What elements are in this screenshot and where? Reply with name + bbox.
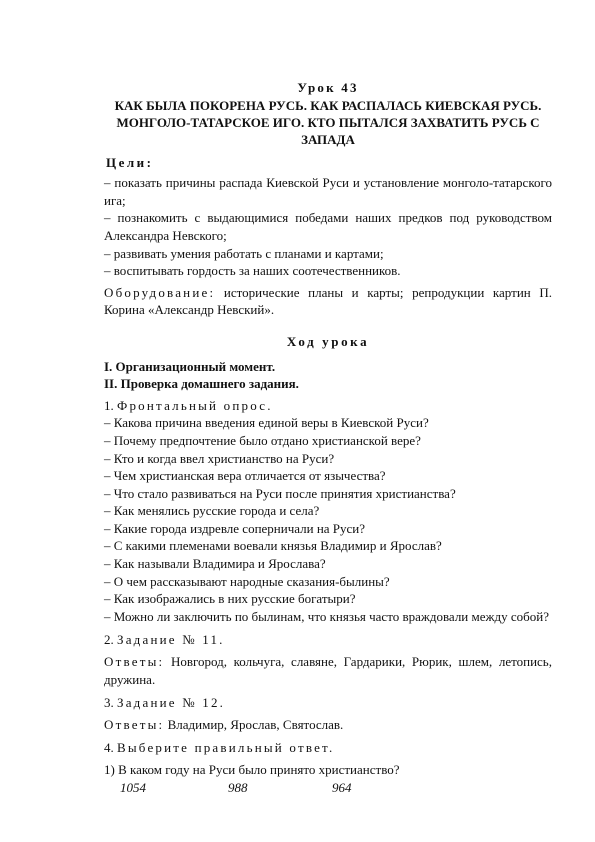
task-11-label: Задание № 11. [117,632,225,648]
question-item: – Как называли Владимира и Ярослава? [104,556,326,572]
goal-item: – развивать умения работать с планами и картами; [104,245,384,261]
task-12-heading [104,694,552,712]
question-item: – Какие города издревле соперничали на Руси? [104,520,366,536]
answers-label: Ответы: [104,716,165,732]
section-organizational: I. Организационный момент. [104,358,276,374]
section-homework-check: II. Проверка домашнего задания. [104,376,299,392]
lesson-title: КАК БЫЛА ПОКОРЕНА РУСЬ. КАК РАСПАЛАСЬ КИЕВСКАЯ РУСЬ. МОНГОЛО-ТАТАРСКОЕ ИГО. КТО ПЫТАЛСЯ ЗАХВАТИТЬ РУСЬ С ЗАПАДА [114,97,542,147]
task-11-answers [104,653,552,688]
answer-option: 988 [228,779,248,795]
answer-option: 1054 [120,779,146,795]
goal-item: – показать причины распада Киевской Руси и установление монголо-татарского ига; [104,175,552,208]
task-choose-number: 4. [104,740,117,756]
question-item: – Можно ли заключить по былинам, что князья часто враждовали между собой? [104,608,549,624]
answer-option: 964 [332,779,352,795]
task-11-number: 2. [104,632,117,648]
question-item: – С какими племенами воевали князья Владимир и Ярослав? [104,538,442,554]
task-choose-heading [104,739,552,757]
question-item: – О чем рассказывают народные сказания-былины? [104,573,390,589]
lesson-number: Урок 43 [297,80,359,95]
question-item: – Как изображались в них русские богатыри? [104,591,356,607]
frontal-label: Фронтальный опрос. [117,397,273,413]
answers-text: Владимир, Ярослав, Святослав. [164,716,344,732]
goal-item: – познакомить с выдающимися победами наших предков под руководством Александра Невского; [104,210,552,243]
question-item: – Кто и когда ввел христианство на Руси? [104,450,335,466]
task-12-answers [104,716,552,734]
task-choose-label: Выберите правильный ответ. [117,740,335,756]
goal-item: – воспитывать гордость за наших соотечественников. [104,263,401,279]
task-11-heading [104,631,552,649]
equipment-paragraph [104,284,552,319]
equipment-label: Оборудование: [104,284,216,300]
question-item: – Почему предпочтение было отдано христианской вере? [104,432,421,448]
answers-label: Ответы: [104,654,165,670]
question-item: – Чем христианская вера отличается от язычества? [104,468,386,484]
frontal-survey-heading [104,397,552,415]
task-choose-question: 1) В каком году на Руси было принято христианство? [104,762,400,777]
frontal-number: 1. [104,397,117,413]
question-item: – Какова причина введения единой веры в Киевской Руси? [104,415,429,431]
question-item: – Как менялись русские города и села? [104,503,320,519]
course-heading: Ход урока [286,333,370,349]
task-12-number: 3. [104,695,117,711]
document-body [104,66,552,796]
goals-heading: Цели: [106,154,154,170]
question-item: – Что стало развиваться на Руси после принятия христианства? [104,485,456,501]
equipment-text: исторические планы и карты; репродукции картин П. Корина «Александр Невский». [104,284,552,318]
answers-text: Новгород, кольчуга, славяне, Гардарики, Рюрик, шлем, летопись, дружина. [104,654,552,687]
answer-options [104,779,552,797]
task-12-label: Задание № 12. [117,695,226,711]
